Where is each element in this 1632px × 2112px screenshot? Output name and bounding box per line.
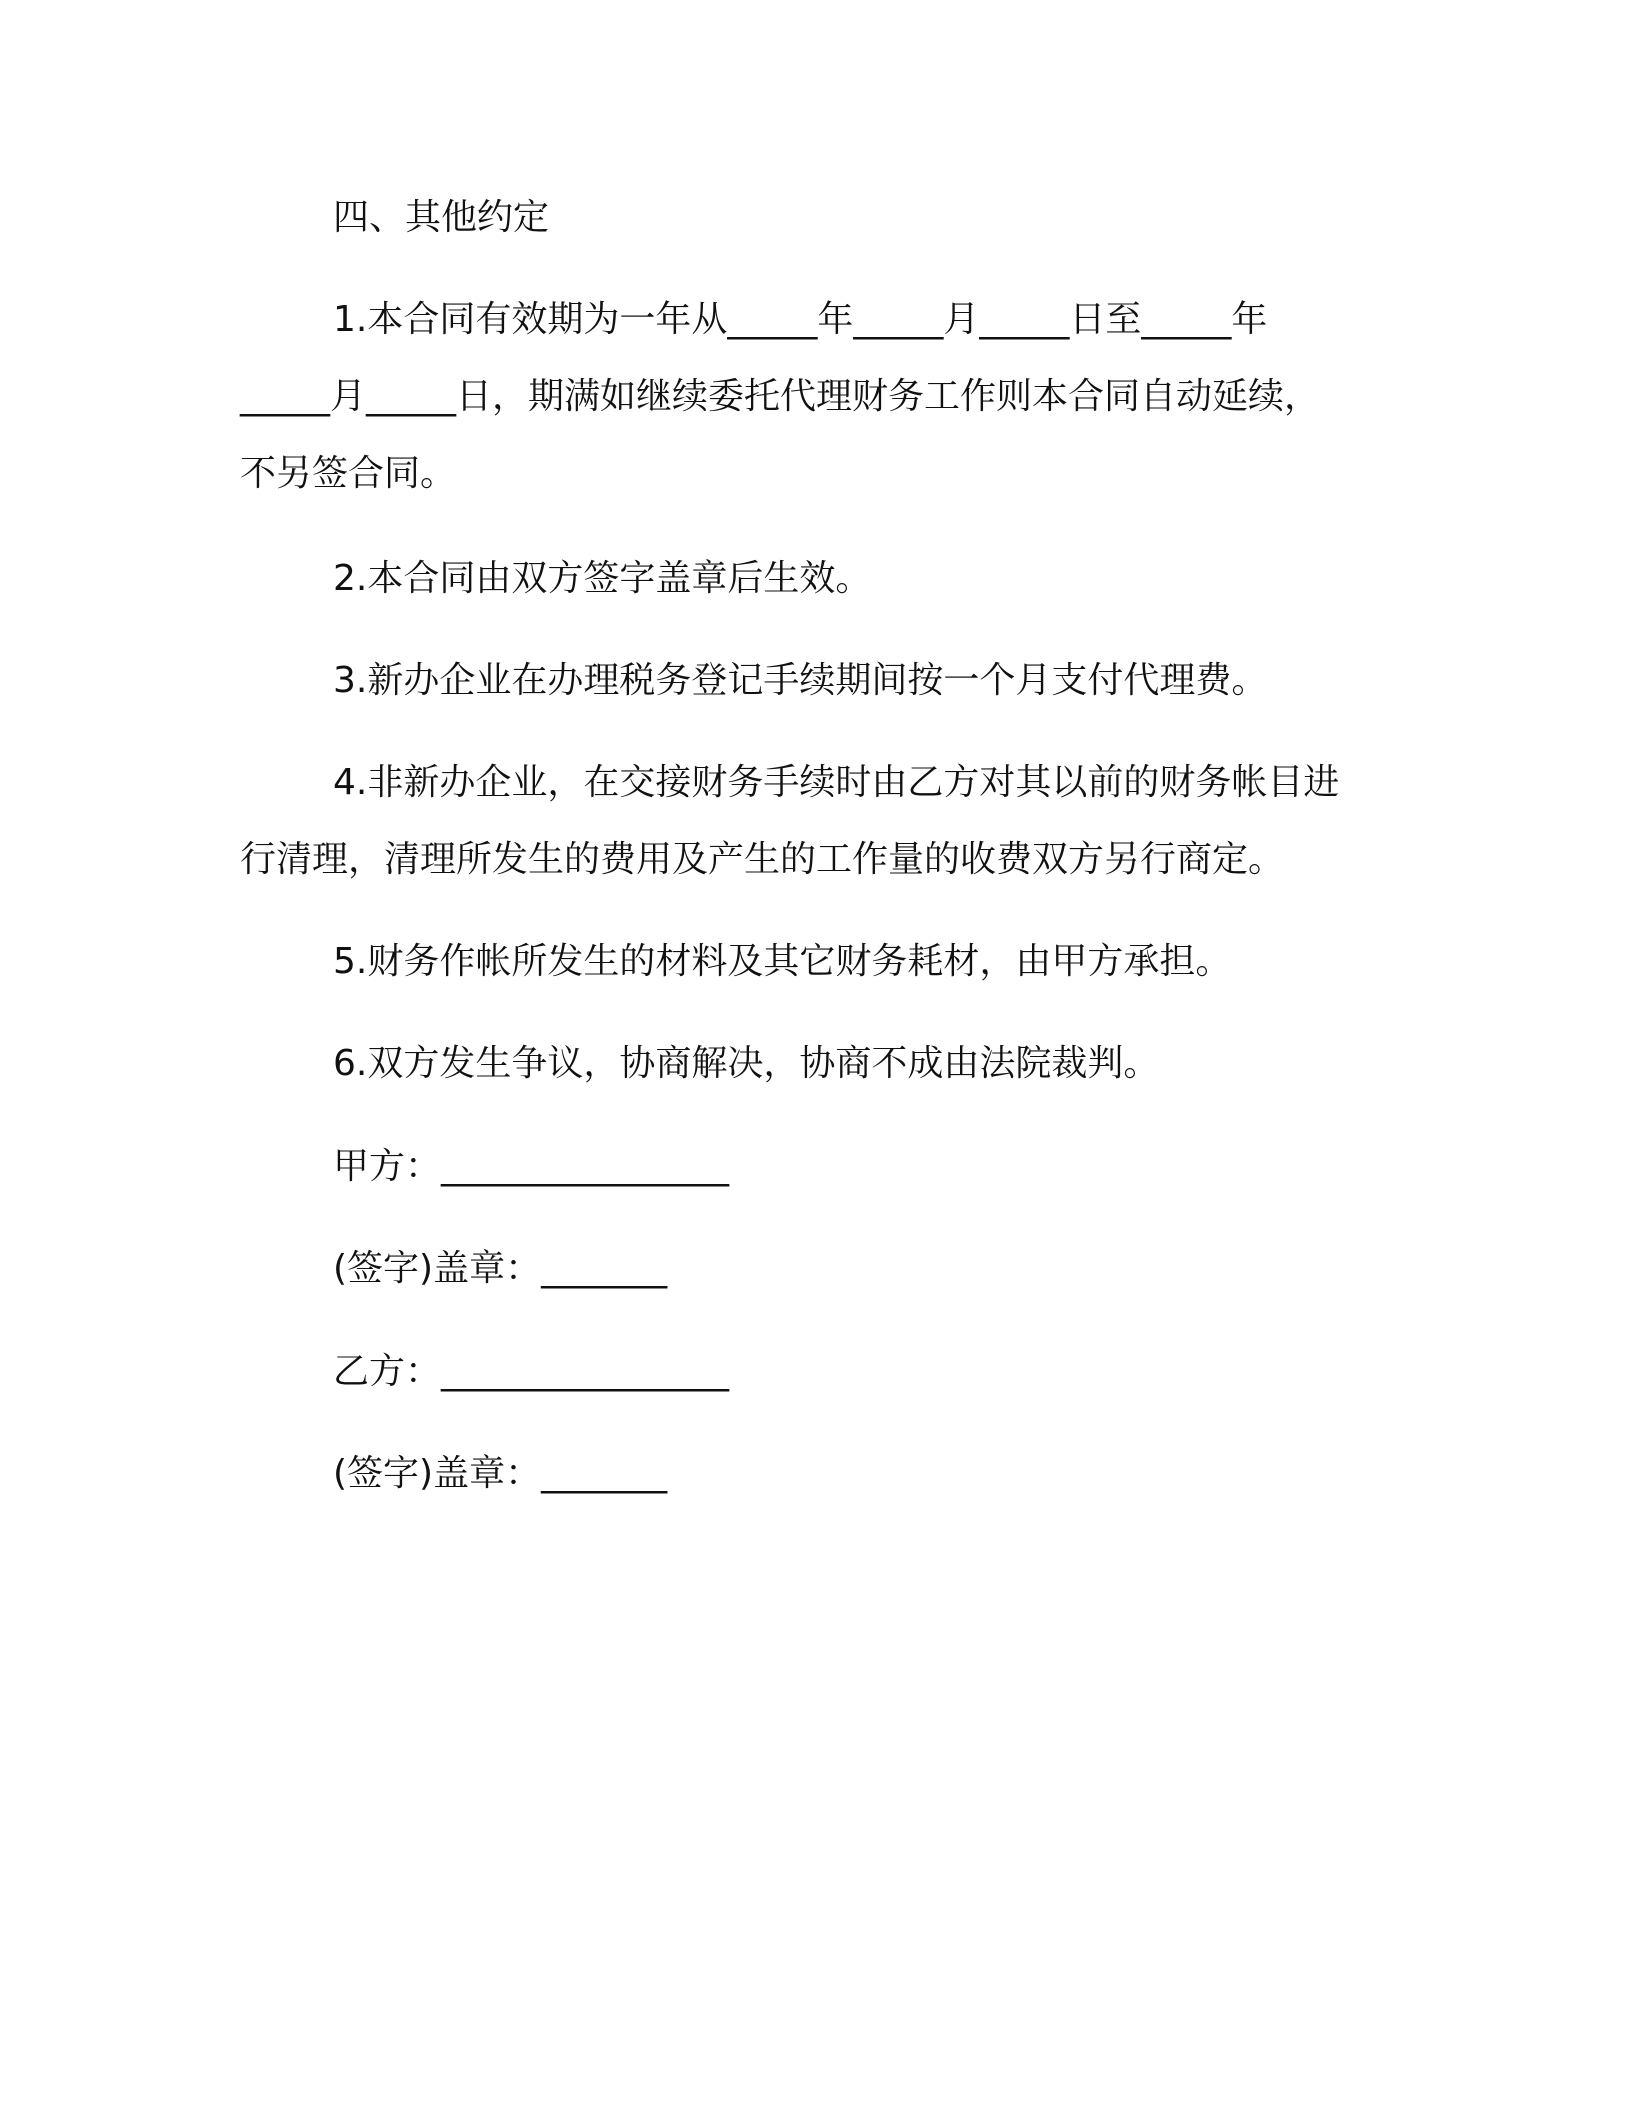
clause-1-line-3: 不另签合同。 bbox=[240, 453, 457, 494]
clause-4-line-1: 4.非新办企业，在交接财务手续时由乙方对其以前的财务帐目进 bbox=[333, 762, 1340, 803]
clause-5: 5.财务作帐所发生的材料及其它财务耗材，由甲方承担。 bbox=[333, 941, 1232, 982]
section-heading: 四、其他约定 bbox=[333, 197, 550, 238]
party-a-line: 甲方：________________ bbox=[333, 1146, 730, 1187]
clause-4-line-2: 行清理，清理所发生的费用及产生的工作量的收费双方另行商定。 bbox=[240, 839, 1285, 880]
clause-3: 3.新办企业在办理税务登记手续期间按一个月支付代理费。 bbox=[333, 660, 1268, 701]
clause-1-line-1: 1.本合同有效期为一年从_____年_____月_____日至_____年 bbox=[333, 299, 1268, 340]
clause-6: 6.双方发生争议，协商解决，协商不成由法院裁判。 bbox=[333, 1043, 1160, 1084]
party-a-seal-line: (签字)盖章：_______ bbox=[333, 1248, 668, 1289]
clause-1-line-2: _____月_____日，期满如继续委托代理财务工作则本合同自动延续， bbox=[240, 376, 1321, 417]
party-b-seal-line: (签字)盖章：_______ bbox=[333, 1453, 668, 1494]
party-b-line: 乙方：________________ bbox=[333, 1351, 730, 1392]
clause-2: 2.本合同由双方签字盖章后生效。 bbox=[333, 558, 872, 599]
